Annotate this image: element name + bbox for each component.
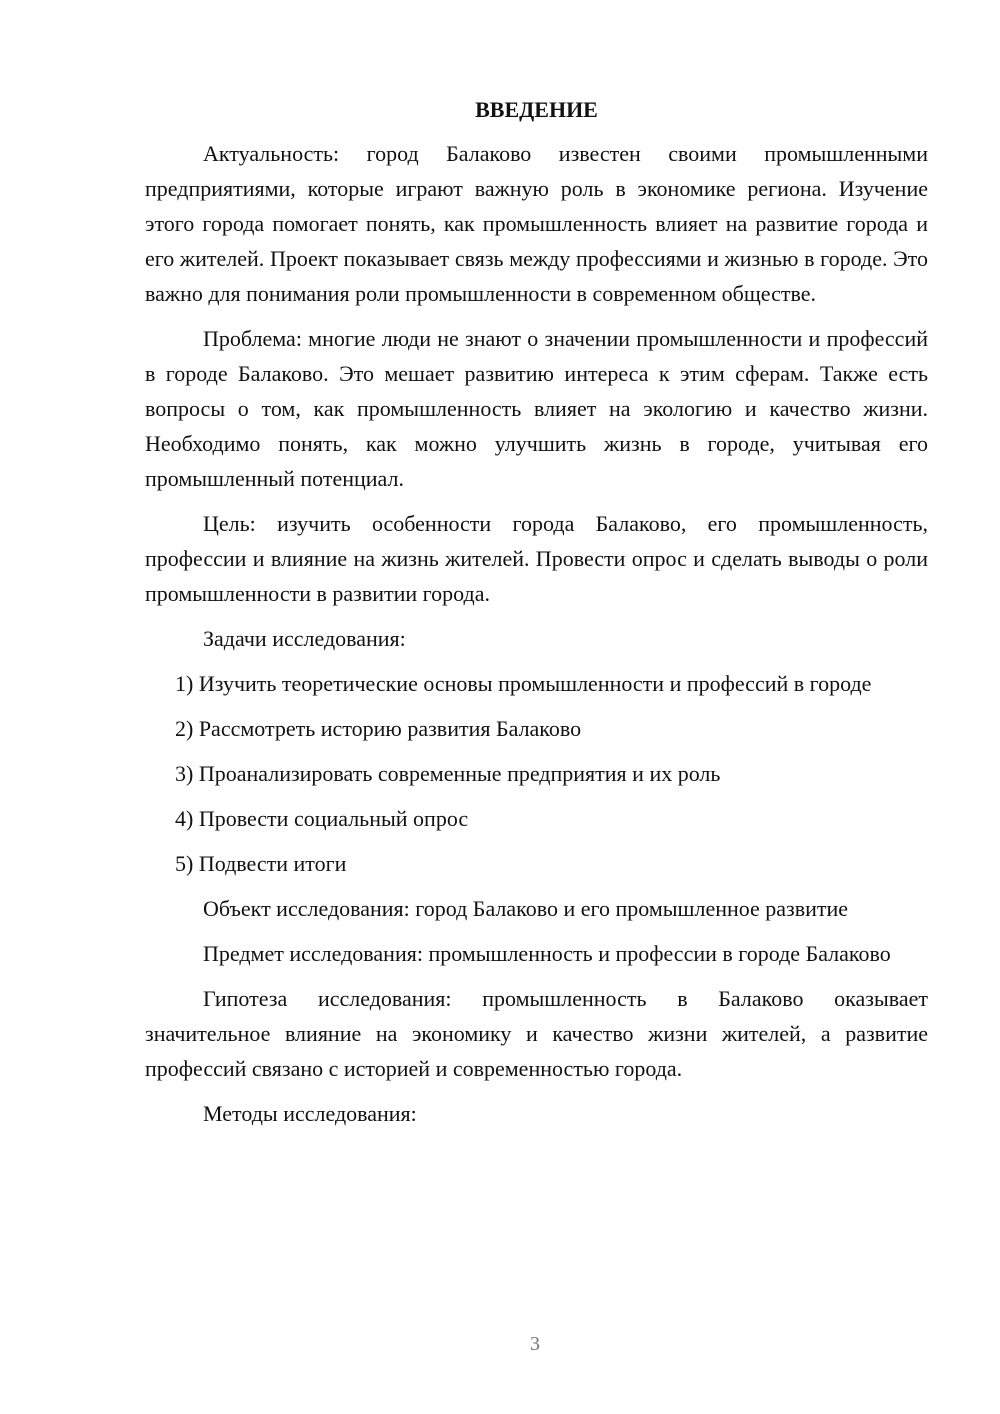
subject-paragraph: Предмет исследования: промышленность и профессии в городе Балаково [203,941,891,966]
methods-title: Методы исследования: [203,1101,417,1126]
hypothesis-paragraph: Гипотеза исследования: промышленность в Балаково оказывает значительное влияние на экономику и качество жизни жителей, а развитие профессий связано с историей и современностью города. [145,986,928,1081]
tasks-title: Задачи исследования: [203,626,406,651]
page-number: 3 [530,1333,540,1355]
list-item: 3) Проанализировать современные предприятия и их роль [175,761,721,786]
relevance-paragraph: Актуальность: город Балаково известен своими промышленными предприятиями, которые играют важную роль в экономике региона. Изучение этого города помогает понять, как промышленность влияет на развитие города и его жителей. Проект показывает связь между профессиями и жизнью в городе. Это важно для понимания роли промышленности в современном обществе. [145,141,928,306]
tasks-list [145,666,928,881]
problem-paragraph: Проблема: многие люди не знают о значении промышленности и профессий в городе Балаково. Это мешает развитию интереса к этим сферам. Также есть вопросы о том, как промышленность влияет на экологию и качество жизни. Необходимо понять, как можно улучшить жизнь в городе, учитывая его промышленный потенциал. [145,326,928,491]
section-heading: ВВЕДЕНИЕ [475,97,598,122]
document-page [145,90,928,1141]
list-item: 5) Подвести итоги [175,851,347,876]
list-item: 4) Провести социальный опрос [175,806,469,831]
list-item: 1) Изучить теоретические основы промышленности и профессий в городе [175,671,872,696]
goal-paragraph: Цель: изучить особенности города Балаково, его промышленность, профессии и влияние на жизнь жителей. Провести опрос и сделать выводы о роли промышленности в развитии города. [145,511,928,606]
object-paragraph: Объект исследования: город Балаково и его промышленное развитие [203,896,849,921]
list-item: 2) Рассмотреть историю развития Балаково [175,716,582,741]
